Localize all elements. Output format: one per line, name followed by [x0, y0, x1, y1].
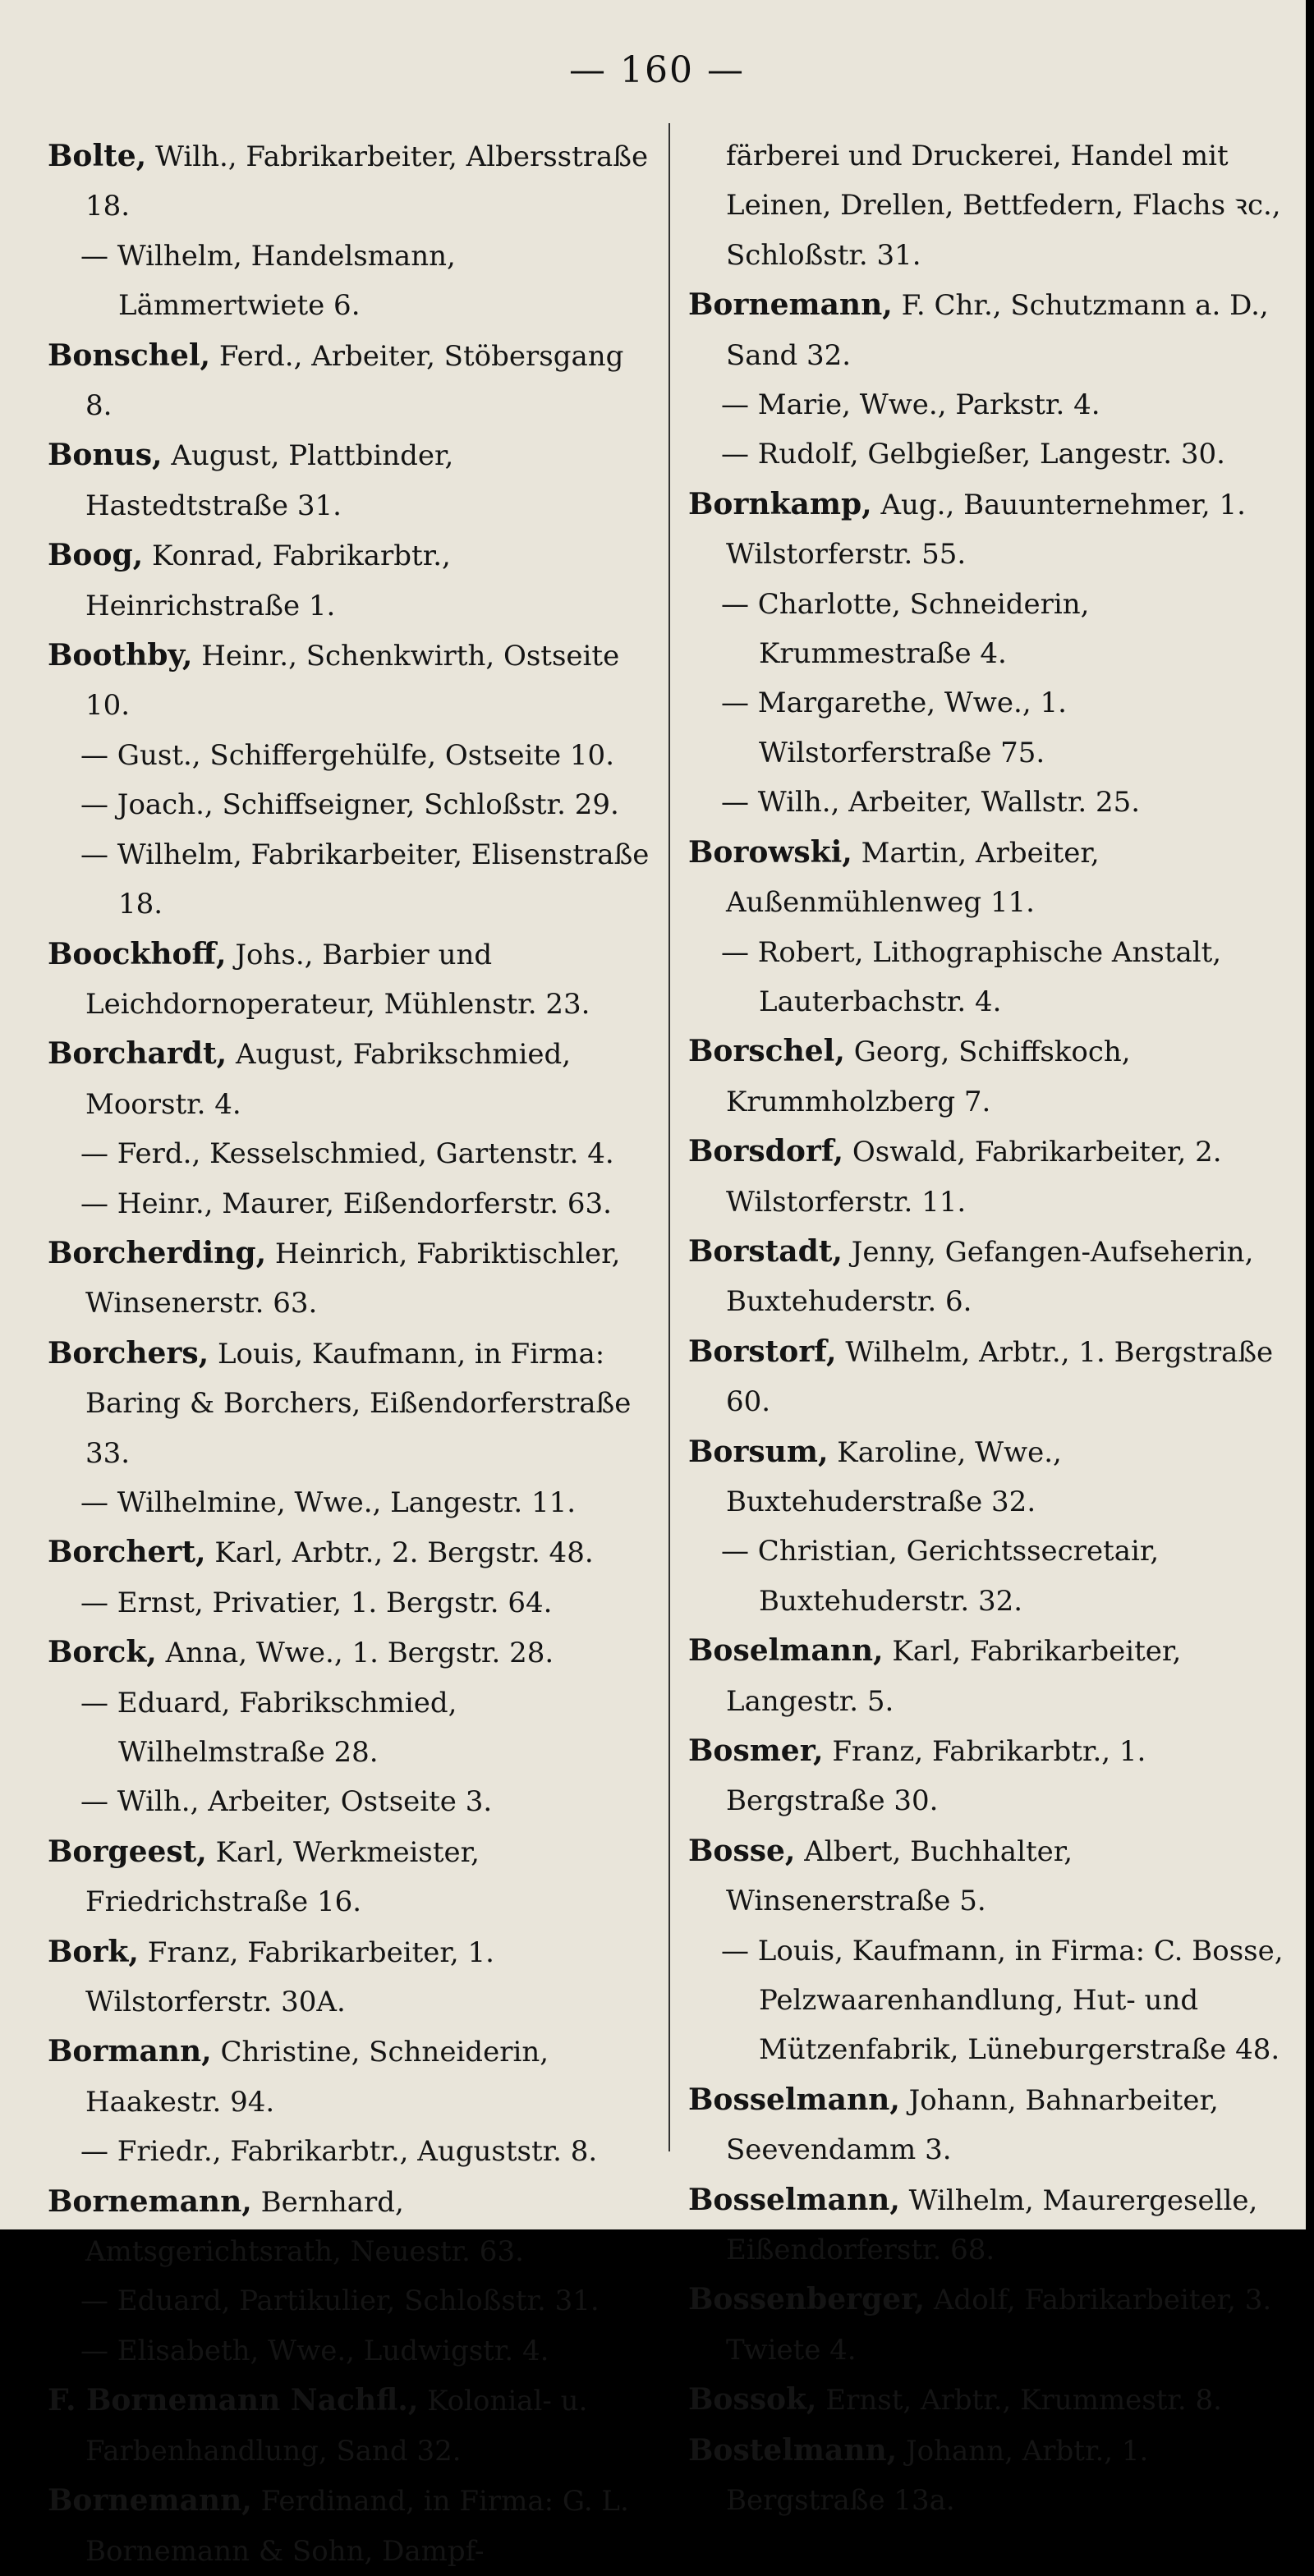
entry-details: — Wilh., Arbeiter, Wallstr. 25. — [721, 786, 1141, 820]
entry-details: Oswald, Fabrikarbeiter, 2. Wilstorferstr. 11. — [726, 1136, 1222, 1219]
directory-entry — [688, 131, 1296, 280]
entry-surname: Bonschel, — [48, 337, 211, 373]
directory-entry — [688, 2426, 1296, 2526]
entry-details: F. Chr., Schutzmann a. D., Sand 32. — [726, 289, 1269, 372]
directory-entry — [688, 678, 1296, 778]
entry-surname: Borowski, — [688, 834, 852, 870]
entry-surname: Boockhoff, — [48, 936, 227, 971]
entry-details: Aug., Bauunternehmer, 1. Wilstorferstr. 55. — [726, 488, 1246, 572]
entry-surname: Bornkamp, — [688, 486, 872, 521]
entry-details: Ferdinand, in Firma: G. L. Bornemann & Sohn, Dampf- — [85, 2485, 629, 2568]
directory-entry — [688, 828, 1296, 928]
entry-details: Christine, Schneiderin, Haakestr. 94. — [85, 2036, 549, 2119]
entry-details: — Eduard, Partikulier, Schloßstr. 31. — [80, 2284, 600, 2318]
entry-surname: Bossok, — [688, 2382, 817, 2418]
directory-entry — [48, 1927, 655, 2027]
directory-entry — [688, 1427, 1296, 1527]
directory-entry — [48, 2127, 655, 2176]
directory-entry — [48, 1129, 655, 1178]
entry-details: — Wilh., Arbeiter, Ostseite 3. — [80, 1785, 493, 1819]
entry-surname: Borstorf, — [688, 1334, 837, 1369]
directory-entry — [688, 2075, 1296, 2175]
entry-surname: Bornemann, — [48, 2483, 252, 2519]
entry-surname: Borsum, — [688, 1434, 829, 1469]
entry-surname: Bolte, — [48, 139, 147, 173]
entry-surname: Borstadt, — [688, 1233, 843, 1269]
entry-details: — Robert, Lithographische Anstalt, Lauterbachstr. 4. — [721, 935, 1222, 1018]
directory-entry — [48, 1578, 655, 1628]
directory-entry — [48, 1179, 655, 1228]
directory-entry — [48, 2177, 655, 2277]
entry-surname: Bonus, — [48, 438, 163, 473]
entry-details: Ferd., Arbeiter, Stöbersgang 8. — [85, 339, 624, 423]
left-column — [48, 131, 655, 2576]
directory-entry — [688, 1227, 1296, 1327]
page-edge — [1306, 0, 1314, 2229]
entry-surname: Borchardt, — [48, 1036, 227, 1072]
entry-details: — Joach., Schiffseigner, Schloßstr. 29. — [80, 788, 619, 822]
directory-entry — [48, 1827, 655, 1927]
entry-details: Konrad, Fabrikarbtr., Heinrichstraße 1. — [85, 540, 451, 622]
entry-details: Georg, Schiffskoch, Krummholzberg 7. — [726, 1035, 1131, 1118]
directory-entry — [688, 2275, 1296, 2375]
entry-surname: Borck, — [48, 1635, 157, 1670]
entry-details: Anna, Wwe., 1. Bergstr. 28. — [156, 1637, 554, 1670]
directory-entry — [688, 1527, 1296, 1626]
directory-entry — [48, 331, 655, 431]
entry-details: Albert, Buchhalter, Winsenerstraße 5. — [726, 1834, 1073, 1918]
directory-entry — [48, 2326, 655, 2376]
entry-details: Karl, Werkmeister, Friedrichstraße 16. — [85, 1835, 480, 1919]
directory-entry — [48, 1527, 655, 1577]
directory-entry — [48, 780, 655, 829]
directory-entry — [48, 2476, 655, 2576]
directory-entry — [688, 280, 1296, 380]
directory-entry — [48, 1029, 655, 1129]
entry-details: — Christian, Gerichtssecretair, Buxtehuderstr. 32. — [721, 1535, 1160, 1618]
entry-details: Karoline, Wwe., Buxtehuderstraße 32. — [726, 1435, 1062, 1518]
entry-surname: Borchert, — [48, 1535, 206, 1570]
entry-surname: Bornemann, — [688, 287, 893, 323]
entry-details: Wilh., Fabrikarbeiter, Albersstraße 18. — [85, 140, 649, 223]
directory-entry — [688, 580, 1296, 679]
entry-details: Franz, Fabrikarbeiter, 1. Wilstorferstr. 30A. — [85, 1935, 494, 2019]
directory-entry — [48, 1228, 655, 1329]
page-number: — 160 — — [569, 49, 745, 91]
entry-surname: Bornemann, — [48, 2183, 252, 2219]
entry-details: Louis, Kaufmann, in Firma: Baring & Borchers, Eißendorferstraße 33. — [85, 1337, 632, 1470]
entry-details: — Ernst, Privatier, 1. Bergstr. 64. — [80, 1586, 553, 1619]
entry-details: Heinr., Schenkwirth, Ostseite 10. — [85, 640, 620, 723]
directory-entry — [48, 2376, 655, 2476]
entry-details: — Wilhelm, Fabrikarbeiter, Elisenstraße 18. — [80, 838, 650, 921]
directory-entry — [688, 1726, 1296, 1826]
directory-entry — [688, 1926, 1296, 2075]
entry-surname: Bosmer, — [688, 1733, 824, 1768]
entry-details: Johs., Barbier und Leichdornoperateur, Mühlenstr. 23. — [85, 938, 590, 1021]
entry-details: — Marie, Wwe., Parkstr. 4. — [721, 388, 1100, 422]
directory-entry — [48, 430, 655, 530]
entry-details: — Rudolf, Gelbgießer, Langestr. 30. — [721, 438, 1225, 471]
directory-entry — [48, 1478, 655, 1527]
entry-surname: Bosselmann, — [688, 2082, 900, 2117]
directory-entry — [688, 1626, 1296, 1726]
directory-entry — [48, 131, 655, 232]
entry-details: Jenny, Gefangen-Aufseherin, Buxtehuderstr. 6. — [726, 1235, 1254, 1319]
directory-entry — [688, 1026, 1296, 1127]
entry-details: Wilhelm, Maurergeselle, Eißendorferstr. 68. — [726, 2183, 1258, 2267]
entry-surname: Bork, — [48, 1934, 139, 1969]
directory-entry — [48, 631, 655, 731]
directory-entry — [688, 778, 1296, 827]
entry-surname: Borschel, — [688, 1034, 845, 1069]
entry-surname: Boothby, — [48, 638, 193, 673]
directory-entry — [688, 480, 1296, 580]
directory-entry — [48, 1329, 655, 1478]
right-column — [688, 131, 1296, 2526]
entry-surname: Borcherding, — [48, 1235, 267, 1270]
directory-entry — [48, 731, 655, 780]
entry-details: — Heinr., Maurer, Eißendorferstr. 63. — [80, 1187, 612, 1220]
directory-entry — [48, 232, 655, 331]
entry-surname: Boselmann, — [688, 1633, 884, 1669]
entry-details: färberei und Druckerei, Handel mit Leinen, Drellen, Bettfedern, Flachs ꝛc., Schloßstr. 31. — [726, 140, 1281, 272]
entry-surname: Borsdorf, — [688, 1134, 844, 1169]
directory-entry — [48, 930, 655, 1030]
entry-surname: Bormann, — [48, 2034, 212, 2069]
entry-surname: Bosse, — [688, 1833, 796, 1868]
entry-details: Bernhard, Amtsgerichtsrath, Neuestr. 63. — [85, 2185, 524, 2269]
directory-entry — [48, 830, 655, 930]
entry-details: — Charlotte, Schneiderin, Krummestraße 4. — [721, 587, 1090, 671]
directory-entry — [48, 2276, 655, 2326]
entry-details: — Elisabeth, Wwe., Ludwigstr. 4. — [80, 2334, 549, 2367]
entry-details: — Ferd., Kesselschmied, Gartenstr. 4. — [80, 1137, 614, 1171]
directory-entry — [688, 2175, 1296, 2275]
directory-entry — [48, 1777, 655, 1826]
entry-details: — Eduard, Fabrikschmied, Wilhelmstraße 28. — [80, 1686, 457, 1769]
entry-surname: Boog, — [48, 538, 144, 573]
directory-entry — [688, 380, 1296, 429]
entry-details: Adolf, Fabrikarbeiter, 3. Twiete 4. — [726, 2284, 1272, 2367]
entry-details: — Friedr., Fabrikarbtr., Auguststr. 8. — [80, 2135, 598, 2169]
directory-entry — [688, 429, 1296, 479]
directory-entry — [48, 2027, 655, 2127]
entry-surname: Bossenberger, — [688, 2282, 926, 2317]
entry-details: Wilhelm, Arbtr., 1. Bergstraße 60. — [726, 1335, 1274, 1419]
entry-details: Karl, Fabrikarbeiter, Langestr. 5. — [726, 1635, 1182, 1718]
directory-entry — [48, 530, 655, 631]
directory-entry — [48, 1678, 655, 1778]
entry-surname: Borchers, — [48, 1335, 209, 1371]
directory-entry — [688, 928, 1296, 1027]
entry-details: Kolonial- u. Farbenhandlung, Sand 32. — [85, 2385, 588, 2468]
entry-surname: Bosselmann, — [688, 2182, 900, 2217]
entry-surname: Borgeest, — [48, 1834, 207, 1869]
entry-surname: F. Bornemann Nachfl., — [48, 2383, 419, 2418]
directory-entry — [48, 1628, 655, 1678]
directory-entry — [688, 2375, 1296, 2425]
entry-details: Johann, Arbtr., 1. Bergstraße 13a. — [726, 2434, 1149, 2518]
column-divider — [668, 123, 670, 2151]
entry-details: — Wilhelmine, Wwe., Langestr. 11. — [80, 1485, 577, 1519]
entry-details: — Louis, Kaufmann, in Firma: C. Bosse, Pelzwaarenhandlung, Hut- und Mützenfabrik, Lüneburgerstraße 48. — [721, 1934, 1284, 2067]
entry-details: Martin, Arbeiter, Außenmühlenweg 11. — [726, 836, 1100, 920]
entry-details: Karl, Arbtr., 2. Bergstr. 48. — [205, 1536, 594, 1570]
entry-details: August, Plattbinder, Hastedtstraße 31. — [85, 439, 454, 522]
entry-details: Johann, Bahnarbeiter, Seevendamm 3. — [726, 2083, 1219, 2167]
entry-details: Heinrich, Fabriktischler, Winsenerstr. 63. — [85, 1237, 621, 1320]
directory-entry — [688, 1327, 1296, 1427]
entry-details: August, Fabrikschmied, Moorstr. 4. — [85, 1038, 572, 1121]
entry-details: — Margarethe, Wwe., 1. Wilstorferstraße 75. — [721, 686, 1067, 769]
entry-surname: Bostelmann, — [688, 2432, 898, 2468]
entry-details: Franz, Fabrikarbtr., 1. Bergstraße 30. — [726, 1735, 1146, 1818]
entry-details: Ernst, Arbtr., Krummestr. 8. — [816, 2384, 1222, 2418]
directory-entry — [688, 1127, 1296, 1227]
directory-entry — [688, 1826, 1296, 1926]
entry-details: — Gust., Schiffergehülfe, Ostseite 10. — [80, 738, 615, 772]
entry-details: — Wilhelm, Handelsmann, Lämmertwiete 6. — [80, 239, 456, 323]
